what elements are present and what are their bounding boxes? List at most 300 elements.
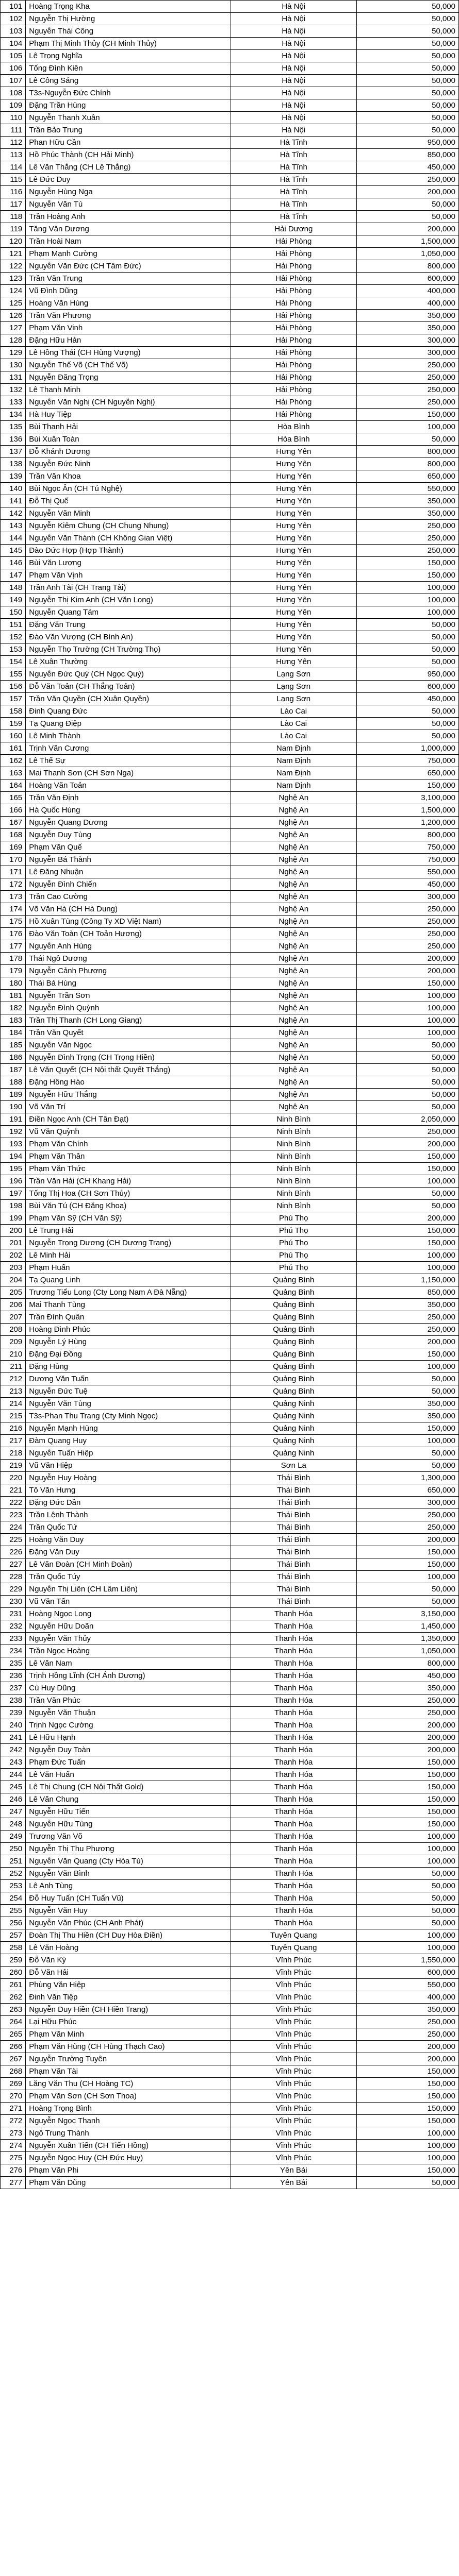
- province-cell: Hải Phòng: [231, 248, 356, 260]
- row-number-cell: 247: [1, 1806, 26, 1818]
- name-cell: Phạm Văn Vịnh: [26, 569, 231, 582]
- amount-cell: 200,000: [356, 1732, 458, 1744]
- province-cell: Nghệ An: [231, 928, 356, 940]
- name-cell: Lê Thế Sự: [26, 755, 231, 767]
- name-cell: Trịnh Hồng Lĩnh (CH Ánh Dương): [26, 1670, 231, 1682]
- name-cell: Nguyễn Đức Ninh: [26, 458, 231, 470]
- province-cell: Hưng Yên: [231, 619, 356, 631]
- amount-cell: 100,000: [356, 1175, 458, 1188]
- province-cell: Hà Nội: [231, 25, 356, 38]
- amount-cell: 100,000: [356, 1942, 458, 1954]
- province-cell: Lạng Sơn: [231, 693, 356, 705]
- province-cell: Vĩnh Phúc: [231, 2152, 356, 2164]
- province-cell: Hà Nội: [231, 99, 356, 112]
- name-cell: Nguyễn Thái Công: [26, 25, 231, 38]
- row-number-cell: 145: [1, 545, 26, 557]
- amount-cell: 800,000: [356, 446, 458, 458]
- table-row: [1, 903, 459, 916]
- name-cell: Tăng Văn Dương: [26, 223, 231, 235]
- name-cell: Nguyễn Thọ Trường (CH Trường Thọ): [26, 643, 231, 656]
- table-row: [1, 174, 459, 186]
- amount-cell: 150,000: [356, 569, 458, 582]
- name-cell: Lê Văn Chung: [26, 1793, 231, 1806]
- name-cell: Lê Văn Hoàng: [26, 1942, 231, 1954]
- name-cell: Nguyễn Thanh Xuân: [26, 112, 231, 124]
- amount-cell: 200,000: [356, 1744, 458, 1756]
- row-number-cell: 218: [1, 1447, 26, 1460]
- row-number-cell: 182: [1, 1002, 26, 1014]
- province-cell: Quảng Bình: [231, 1361, 356, 1373]
- table-row: [1, 718, 459, 730]
- row-number-cell: 146: [1, 557, 26, 569]
- amount-cell: 300,000: [356, 1497, 458, 1509]
- row-number-cell: 109: [1, 99, 26, 112]
- name-cell: Đặng Văn Trung: [26, 619, 231, 631]
- row-number-cell: 166: [1, 804, 26, 817]
- name-cell: Bùi Thanh Hải: [26, 421, 231, 433]
- table-row: [1, 1348, 459, 1361]
- table-row: [1, 557, 459, 569]
- province-cell: Thanh Hóa: [231, 1806, 356, 1818]
- province-cell: Hải Phòng: [231, 273, 356, 285]
- row-number-cell: 237: [1, 1682, 26, 1694]
- row-number-cell: 117: [1, 198, 26, 211]
- province-cell: Nam Định: [231, 767, 356, 779]
- amount-cell: 50,000: [356, 87, 458, 99]
- row-number-cell: 115: [1, 174, 26, 186]
- amount-cell: 50,000: [356, 1460, 458, 1472]
- amount-cell: 150,000: [356, 1793, 458, 1806]
- name-cell: Tống Thị Hoa (CH Sơn Thủy): [26, 1188, 231, 1200]
- row-number-cell: 241: [1, 1732, 26, 1744]
- province-cell: Hà Nội: [231, 124, 356, 137]
- row-number-cell: 248: [1, 1818, 26, 1831]
- name-cell: Trần Lệnh Thành: [26, 1509, 231, 1521]
- table-row: [1, 1633, 459, 1645]
- row-number-cell: 208: [1, 1324, 26, 1336]
- amount-cell: 250,000: [356, 396, 458, 409]
- amount-cell: 50,000: [356, 1905, 458, 1917]
- amount-cell: 800,000: [356, 829, 458, 841]
- table-row: [1, 1855, 459, 1868]
- amount-cell: 200,000: [356, 1212, 458, 1225]
- row-number-cell: 193: [1, 1138, 26, 1150]
- amount-cell: 850,000: [356, 149, 458, 161]
- amount-cell: 200,000: [356, 2053, 458, 2065]
- row-number-cell: 102: [1, 13, 26, 25]
- name-cell: Đào Đức Hợp (Hợp Thành): [26, 545, 231, 557]
- name-cell: Nguyễn Văn Minh: [26, 507, 231, 520]
- province-cell: Ninh Bình: [231, 1163, 356, 1175]
- table-row: [1, 631, 459, 643]
- amount-cell: 3,150,000: [356, 1608, 458, 1620]
- amount-cell: 150,000: [356, 1150, 458, 1163]
- table-row: [1, 1460, 459, 1472]
- table-row: [1, 2103, 459, 2115]
- province-cell: Hưng Yên: [231, 569, 356, 582]
- table-row: [1, 1892, 459, 1905]
- row-number-cell: 263: [1, 2004, 26, 2016]
- name-cell: Phạm Văn Phi: [26, 2164, 231, 2177]
- province-cell: Phú Thọ: [231, 1212, 356, 1225]
- table-row: [1, 1967, 459, 1979]
- row-number-cell: 206: [1, 1299, 26, 1311]
- name-cell: Trần Văn Khoa: [26, 470, 231, 483]
- name-cell: Nguyễn Đức Quý (CH Ngọc Quý): [26, 668, 231, 681]
- province-cell: Tuyên Quang: [231, 1942, 356, 1954]
- province-cell: Nghệ An: [231, 1052, 356, 1064]
- name-cell: Nguyễn Kiêm Chung (CH Chung Nhung): [26, 520, 231, 532]
- row-number-cell: 120: [1, 235, 26, 248]
- name-cell: Nguyễn Duy Hiền (CH Hiền Trang): [26, 2004, 231, 2016]
- table-row: [1, 1163, 459, 1175]
- amount-cell: 1,050,000: [356, 1645, 458, 1657]
- amount-cell: 50,000: [356, 112, 458, 124]
- province-cell: Vĩnh Phúc: [231, 2065, 356, 2078]
- name-cell: Mai Thanh Sơn (CH Sơn Nga): [26, 767, 231, 779]
- amount-cell: 1,300,000: [356, 1472, 458, 1484]
- amount-cell: 50,000: [356, 1076, 458, 1089]
- table-row: [1, 1608, 459, 1620]
- row-number-cell: 186: [1, 1052, 26, 1064]
- province-cell: Yên Bái: [231, 2164, 356, 2177]
- table-row: [1, 730, 459, 742]
- row-number-cell: 272: [1, 2115, 26, 2127]
- name-cell: Nguyễn Mạnh Hùng: [26, 1422, 231, 1435]
- row-number-cell: 212: [1, 1373, 26, 1385]
- province-cell: Yên Bái: [231, 2177, 356, 2189]
- name-cell: Lê Hồng Thái (CH Hùng Vượng): [26, 347, 231, 359]
- table-row: [1, 1657, 459, 1670]
- row-number-cell: 128: [1, 334, 26, 347]
- name-cell: Đỗ Văn Hải: [26, 1967, 231, 1979]
- row-number-cell: 152: [1, 631, 26, 643]
- name-cell: Trần Văn Định: [26, 792, 231, 804]
- name-cell: Nguyễn Văn Phúc (CH Anh Phát): [26, 1917, 231, 1929]
- name-cell: Trần Hoàng Anh: [26, 211, 231, 223]
- name-cell: Phạm Thị Minh Thủy (CH Minh Thủy): [26, 38, 231, 50]
- table-row: [1, 1484, 459, 1497]
- table-row: [1, 310, 459, 322]
- province-cell: Thanh Hóa: [231, 1843, 356, 1855]
- row-number-cell: 209: [1, 1336, 26, 1348]
- amount-cell: 50,000: [356, 1064, 458, 1076]
- province-cell: Phú Thọ: [231, 1249, 356, 1262]
- table-row: [1, 940, 459, 953]
- amount-cell: 100,000: [356, 1027, 458, 1039]
- amount-cell: 300,000: [356, 347, 458, 359]
- row-number-cell: 172: [1, 878, 26, 891]
- row-number-cell: 122: [1, 260, 26, 273]
- amount-cell: 100,000: [356, 1831, 458, 1843]
- amount-cell: 50,000: [356, 656, 458, 668]
- row-number-cell: 269: [1, 2078, 26, 2090]
- province-cell: Lào Cai: [231, 718, 356, 730]
- name-cell: Trần Hoài Nam: [26, 235, 231, 248]
- row-number-cell: 267: [1, 2053, 26, 2065]
- row-number-cell: 194: [1, 1150, 26, 1163]
- table-row: [1, 1694, 459, 1707]
- row-number-cell: 234: [1, 1645, 26, 1657]
- province-cell: Hưng Yên: [231, 532, 356, 545]
- row-number-cell: 174: [1, 903, 26, 916]
- amount-cell: 50,000: [356, 643, 458, 656]
- table-row: [1, 792, 459, 804]
- table-row: [1, 371, 459, 384]
- table-row: [1, 1274, 459, 1286]
- table-row: [1, 1954, 459, 1967]
- name-cell: Đỗ Thị Quế: [26, 495, 231, 507]
- amount-cell: 750,000: [356, 854, 458, 866]
- name-cell: Phạm Văn Thức: [26, 1163, 231, 1175]
- province-cell: Thanh Hóa: [231, 1608, 356, 1620]
- row-number-cell: 130: [1, 359, 26, 371]
- amount-cell: 150,000: [356, 1769, 458, 1781]
- province-cell: Ninh Bình: [231, 1138, 356, 1150]
- table-row: [1, 1447, 459, 1460]
- name-cell: Nguyễn Thị Liên (CH Lâm Liên): [26, 1583, 231, 1596]
- row-number-cell: 246: [1, 1793, 26, 1806]
- province-cell: Thanh Hóa: [231, 1682, 356, 1694]
- row-number-cell: 201: [1, 1237, 26, 1249]
- row-number-cell: 132: [1, 384, 26, 396]
- province-cell: Hải Phòng: [231, 310, 356, 322]
- name-cell: Ngô Trung Thành: [26, 2127, 231, 2140]
- amount-cell: 150,000: [356, 1348, 458, 1361]
- amount-cell: 100,000: [356, 1843, 458, 1855]
- table-row: [1, 1410, 459, 1422]
- name-cell: Đặng Đức Dần: [26, 1497, 231, 1509]
- amount-cell: 650,000: [356, 1484, 458, 1497]
- province-cell: Vĩnh Phúc: [231, 2090, 356, 2103]
- row-number-cell: 133: [1, 396, 26, 409]
- amount-cell: 150,000: [356, 2078, 458, 2090]
- name-cell: Mai Thanh Tùng: [26, 1299, 231, 1311]
- name-cell: Trần Văn Hải (CH Khang Hải): [26, 1175, 231, 1188]
- name-cell: Nguyễn Văn Nghị (CH Nguyễn Nghị): [26, 396, 231, 409]
- name-cell: Lê Đăng Nhuận: [26, 866, 231, 878]
- name-cell: Trần Thị Thanh (CH Long Giang): [26, 1014, 231, 1027]
- amount-cell: 50,000: [356, 198, 458, 211]
- amount-cell: 250,000: [356, 1707, 458, 1719]
- row-number-cell: 271: [1, 2103, 26, 2115]
- row-number-cell: 150: [1, 606, 26, 619]
- amount-cell: 950,000: [356, 137, 458, 149]
- amount-cell: 1,050,000: [356, 248, 458, 260]
- province-cell: Nghệ An: [231, 965, 356, 977]
- province-cell: Thái Bình: [231, 1596, 356, 1608]
- province-cell: Ninh Bình: [231, 1113, 356, 1126]
- province-cell: Thái Bình: [231, 1571, 356, 1583]
- amount-cell: 50,000: [356, 631, 458, 643]
- amount-cell: 50,000: [356, 25, 458, 38]
- name-cell: Nguyễn Hữu Doãn: [26, 1620, 231, 1633]
- name-cell: Lê Xuân Thường: [26, 656, 231, 668]
- province-cell: Thanh Hóa: [231, 1732, 356, 1744]
- province-cell: Hưng Yên: [231, 483, 356, 495]
- row-number-cell: 168: [1, 829, 26, 841]
- table-row: [1, 1014, 459, 1027]
- amount-cell: 100,000: [356, 2152, 458, 2164]
- row-number-cell: 217: [1, 1435, 26, 1447]
- province-cell: Nghệ An: [231, 1064, 356, 1076]
- province-cell: Hà Nội: [231, 1, 356, 13]
- name-cell: Trần Đình Quân: [26, 1311, 231, 1324]
- name-cell: Nguyễn Văn Ngọc: [26, 1039, 231, 1052]
- row-number-cell: 114: [1, 161, 26, 174]
- row-number-cell: 253: [1, 1880, 26, 1892]
- name-cell: Hồ Phúc Thành (CH Hải Minh): [26, 149, 231, 161]
- province-cell: Hải Phòng: [231, 334, 356, 347]
- province-cell: Hưng Yên: [231, 594, 356, 606]
- province-cell: Lạng Sơn: [231, 681, 356, 693]
- province-cell: Hòa Bình: [231, 433, 356, 446]
- name-cell: Nguyễn Anh Hùng: [26, 940, 231, 953]
- table-row: [1, 1707, 459, 1719]
- name-cell: Đặng Hữu Hản: [26, 334, 231, 347]
- name-cell: Trần Văn Quyền (CH Xuân Quyền): [26, 693, 231, 705]
- row-number-cell: 164: [1, 779, 26, 792]
- name-cell: Nguyễn Đình Quỳnh: [26, 1002, 231, 1014]
- table-row: [1, 1868, 459, 1880]
- name-cell: Nguyễn Bá Thành: [26, 854, 231, 866]
- table-row: [1, 1744, 459, 1756]
- row-number-cell: 185: [1, 1039, 26, 1052]
- row-number-cell: 266: [1, 2041, 26, 2053]
- table-row: [1, 1472, 459, 1484]
- province-cell: Sơn La: [231, 1460, 356, 1472]
- name-cell: Nguyễn Hữu Tiến: [26, 1806, 231, 1818]
- province-cell: Hải Phòng: [231, 285, 356, 297]
- name-cell: Phạm Văn Sơn (CH Sơn Thoa): [26, 2090, 231, 2103]
- province-cell: Nghệ An: [231, 1027, 356, 1039]
- row-number-cell: 261: [1, 1979, 26, 1991]
- row-number-cell: 157: [1, 693, 26, 705]
- amount-cell: 50,000: [356, 1868, 458, 1880]
- row-number-cell: 125: [1, 297, 26, 310]
- table-row: [1, 149, 459, 161]
- province-cell: Quảng Bình: [231, 1274, 356, 1286]
- amount-cell: 200,000: [356, 1336, 458, 1348]
- table-row: [1, 112, 459, 124]
- row-number-cell: 196: [1, 1175, 26, 1188]
- name-cell: Phạm Văn Quế: [26, 841, 231, 854]
- table-row: [1, 1249, 459, 1262]
- name-cell: Trần Quốc Túy: [26, 1571, 231, 1583]
- amount-cell: 150,000: [356, 2090, 458, 2103]
- row-number-cell: 268: [1, 2065, 26, 2078]
- province-cell: Thái Bình: [231, 1472, 356, 1484]
- table-row: [1, 1831, 459, 1843]
- name-cell: Nguyễn Trần Sơn: [26, 990, 231, 1002]
- table-row: [1, 1324, 459, 1336]
- row-number-cell: 179: [1, 965, 26, 977]
- name-cell: Võ Văn Trí: [26, 1101, 231, 1113]
- name-cell: Đặng Hùng: [26, 1361, 231, 1373]
- row-number-cell: 107: [1, 75, 26, 87]
- table-row: [1, 1422, 459, 1435]
- province-cell: Thanh Hóa: [231, 1892, 356, 1905]
- amount-cell: 350,000: [356, 1299, 458, 1311]
- row-number-cell: 227: [1, 1558, 26, 1571]
- table-row: [1, 1039, 459, 1052]
- province-cell: Hải Phòng: [231, 297, 356, 310]
- name-cell: Võ Văn Hà (CH Hà Dung): [26, 903, 231, 916]
- amount-cell: 50,000: [356, 1, 458, 13]
- row-number-cell: 262: [1, 1991, 26, 2004]
- province-cell: Nghệ An: [231, 940, 356, 953]
- table-row: [1, 1262, 459, 1274]
- amount-cell: 200,000: [356, 1138, 458, 1150]
- province-cell: Vĩnh Phúc: [231, 2053, 356, 2065]
- name-cell: Trịnh Văn Cương: [26, 742, 231, 755]
- amount-cell: 100,000: [356, 1262, 458, 1274]
- name-cell: Hoàng Văn Hùng: [26, 297, 231, 310]
- name-cell: Nguyễn Trường Tuyên: [26, 2053, 231, 2065]
- amount-cell: 50,000: [356, 1039, 458, 1052]
- row-number-cell: 105: [1, 50, 26, 62]
- row-number-cell: 171: [1, 866, 26, 878]
- name-cell: Đàm Quang Huy: [26, 1435, 231, 1447]
- table-row: [1, 817, 459, 829]
- table-row: [1, 1385, 459, 1398]
- province-cell: Hải Phòng: [231, 371, 356, 384]
- table-row: [1, 99, 459, 112]
- table-row: [1, 1818, 459, 1831]
- amount-cell: 350,000: [356, 322, 458, 334]
- name-cell: Đoàn Thị Thu Hiền (CH Duy Hòa Điền): [26, 1929, 231, 1942]
- row-number-cell: 198: [1, 1200, 26, 1212]
- province-cell: Hải Phòng: [231, 384, 356, 396]
- name-cell: Nguyễn Duy Tùng: [26, 829, 231, 841]
- name-cell: Nguyễn Hùng Nga: [26, 186, 231, 198]
- name-cell: Nguyễn Huy Hoàng: [26, 1472, 231, 1484]
- table-row: [1, 507, 459, 520]
- name-cell: Trịnh Ngọc Cường: [26, 1719, 231, 1732]
- province-cell: Phú Thọ: [231, 1237, 356, 1249]
- amount-cell: 600,000: [356, 681, 458, 693]
- amount-cell: 150,000: [356, 1546, 458, 1558]
- amount-cell: 400,000: [356, 285, 458, 297]
- province-cell: Vĩnh Phúc: [231, 1967, 356, 1979]
- row-number-cell: 232: [1, 1620, 26, 1633]
- amount-cell: 50,000: [356, 2177, 458, 2189]
- name-cell: Lê Minh Thành: [26, 730, 231, 742]
- row-number-cell: 257: [1, 1929, 26, 1942]
- name-cell: Lê Văn Đoàn (CH Minh Đoàn): [26, 1558, 231, 1571]
- table-row: [1, 285, 459, 297]
- row-number-cell: 143: [1, 520, 26, 532]
- table-row: [1, 1497, 459, 1509]
- province-cell: Quảng Bình: [231, 1385, 356, 1398]
- table-row: [1, 1089, 459, 1101]
- province-cell: Hưng Yên: [231, 582, 356, 594]
- row-number-cell: 141: [1, 495, 26, 507]
- row-number-cell: 158: [1, 705, 26, 718]
- name-cell: Phùng Văn Hiệp: [26, 1979, 231, 1991]
- name-cell: Nguyễn Quang Tám: [26, 606, 231, 619]
- row-number-cell: 175: [1, 916, 26, 928]
- name-cell: Bùi Xuân Toàn: [26, 433, 231, 446]
- province-cell: Thanh Hóa: [231, 1756, 356, 1769]
- table-row: [1, 1756, 459, 1769]
- amount-cell: 100,000: [356, 1014, 458, 1027]
- amount-cell: 50,000: [356, 1447, 458, 1460]
- province-cell: Thanh Hóa: [231, 1905, 356, 1917]
- name-cell: Trần Bảo Trung: [26, 124, 231, 137]
- amount-cell: 450,000: [356, 693, 458, 705]
- table-row: [1, 742, 459, 755]
